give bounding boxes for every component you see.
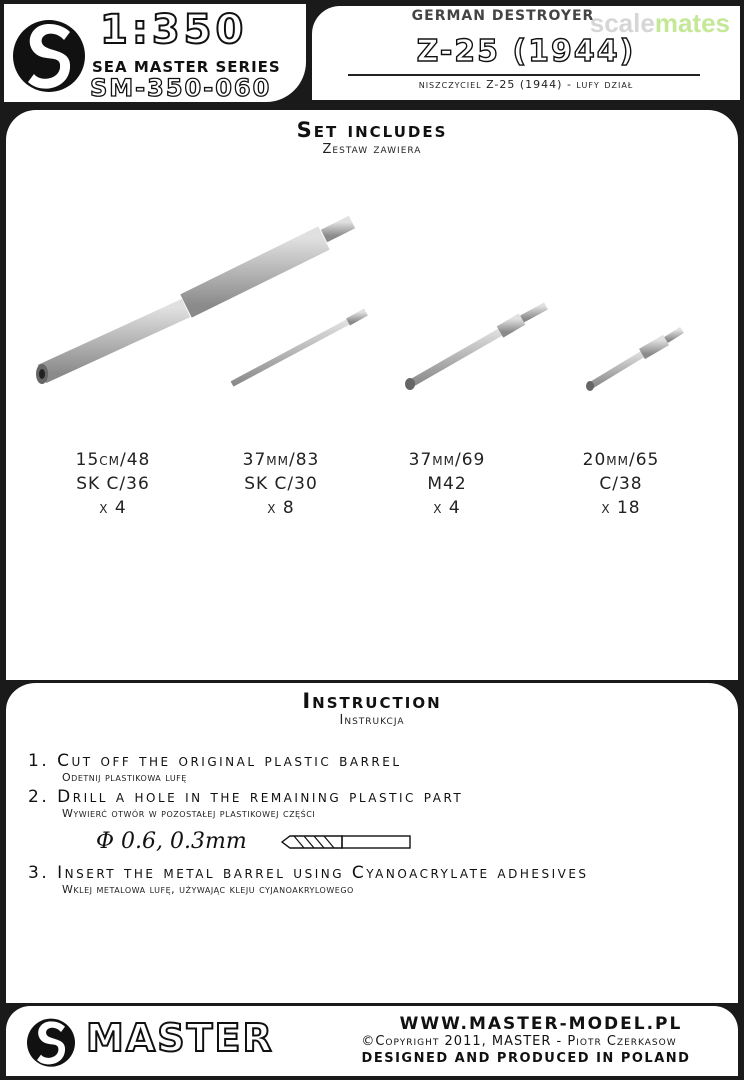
- barrel-item: [372, 448, 522, 520]
- step-2: [28, 787, 463, 807]
- watermark-part-a: scale: [589, 8, 655, 38]
- website-link[interactable]: WWW.MASTER-MODEL.PL: [399, 1014, 683, 1034]
- item-qty: x 8: [267, 498, 295, 518]
- step-3-pl: Wklej metalowa lufę, używając kleju cyjanoakrylowego: [62, 883, 354, 896]
- ship-name: Z-25 (1944): [416, 34, 636, 69]
- item-qty: x 4: [433, 498, 461, 518]
- barrel-item: [206, 448, 356, 520]
- item-caliber: 37mm/83: [242, 450, 320, 470]
- step-text: Cut off the original plastic barrel: [57, 751, 402, 771]
- barrels-illustration: [6, 110, 738, 410]
- master-logo-icon: [22, 1012, 80, 1072]
- barrel-37mm-69-icon: [405, 306, 546, 390]
- step-1: [28, 751, 402, 771]
- brand-name: MASTER: [86, 1016, 274, 1060]
- set-subtitle: Zestaw zawiera: [322, 142, 422, 157]
- step-number: 3.: [28, 863, 50, 883]
- item-caliber: 15cm/48: [75, 450, 151, 470]
- barrel-15cm-icon: [36, 222, 352, 384]
- step-2-pl: Wywierć otwór w pozostałej plastikowej części: [62, 807, 316, 820]
- step-number: 1.: [28, 751, 50, 771]
- item-model: SK C/36: [76, 474, 150, 494]
- barrel-20mm-65-icon: [586, 330, 682, 391]
- set-includes-panel: [6, 110, 738, 680]
- item-model: SK C/30: [244, 474, 318, 494]
- step-text: Insert the metal barrel using Cyanoacrylate adhesives: [57, 863, 589, 883]
- step-3: [28, 863, 589, 883]
- series-label: SEA MASTER SERIES: [92, 58, 281, 76]
- title-divider: [348, 74, 700, 76]
- ship-name-pl: niszczyciel Z-25 (1944) - lufy dział: [418, 78, 634, 91]
- footer-panel: [6, 1006, 738, 1076]
- step-text: Drill a hole in the remaining plastic part: [57, 787, 464, 807]
- barrel-item: [38, 448, 188, 520]
- item-qty: x 4: [99, 498, 127, 518]
- instruction-subtitle: Instrukcja: [339, 713, 405, 728]
- instruction-panel: [6, 680, 738, 1003]
- drill-size: Φ 0.6, 0.3mm: [96, 829, 247, 854]
- header-title-panel: [312, 6, 740, 100]
- item-model: C/38: [599, 474, 643, 494]
- step-number: 2.: [28, 787, 50, 807]
- watermark-part-b: mates: [654, 8, 730, 38]
- copyright: ©Copyright 2011, MASTER - Piotr Czerkasow: [361, 1034, 677, 1049]
- made-in: DESIGNED AND PRODUCED IN POLAND: [361, 1051, 691, 1066]
- ship-type: GERMAN DESTROYER: [411, 8, 595, 24]
- barrel-37mm-83-icon: [232, 312, 366, 384]
- item-caliber: 20mm/65: [582, 450, 660, 470]
- set-title: Set includes: [296, 118, 448, 142]
- header-logo-panel: [4, 4, 306, 102]
- item-model: M42: [427, 474, 467, 494]
- master-logo-icon: [10, 10, 88, 100]
- product-code: SM-350-060: [90, 74, 272, 102]
- step-1-pl: Odetnij plastikowa lufę: [62, 771, 187, 784]
- item-caliber: 37mm/69: [408, 450, 486, 470]
- item-qty: x 18: [601, 498, 641, 518]
- scale-label: 1:350: [100, 7, 248, 53]
- instruction-title: Instruction: [302, 689, 442, 713]
- drill-bit-icon: [280, 833, 412, 851]
- barrel-item: [546, 448, 696, 520]
